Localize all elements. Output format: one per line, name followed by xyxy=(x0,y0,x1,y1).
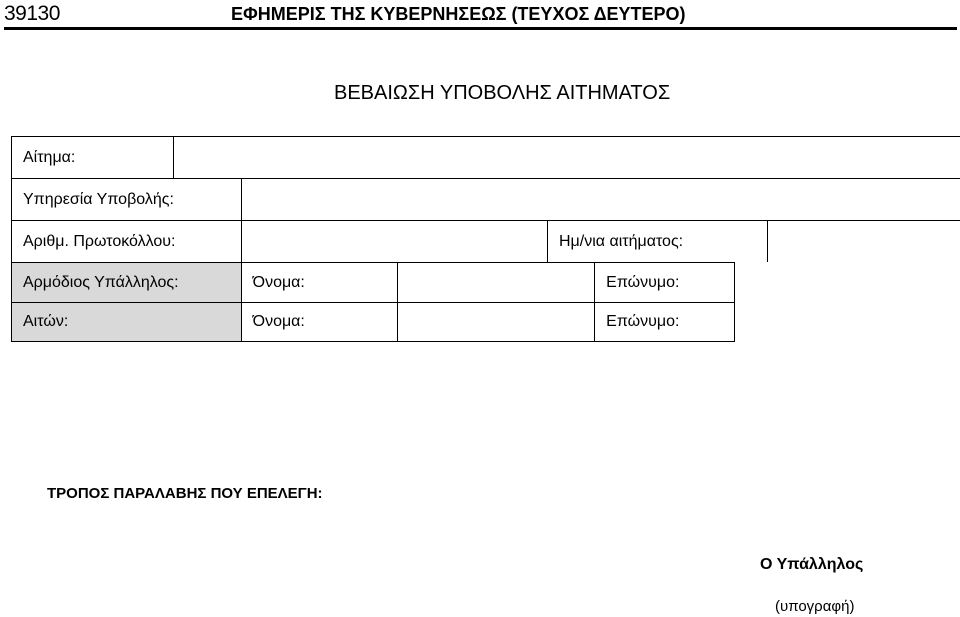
request-label: Αίτημα: xyxy=(12,137,174,178)
employee-label: Ο Υπάλληλος xyxy=(760,556,864,573)
form-row-officer xyxy=(11,262,735,302)
applicant-last-name-label: Επώνυμο: xyxy=(595,303,735,341)
applicant-first-name-value[interactable] xyxy=(398,303,595,341)
date-label: Ημ/νια αιτήματος: xyxy=(548,221,768,262)
form-row-request xyxy=(11,136,960,178)
date-value-cell[interactable] xyxy=(768,221,960,262)
header-rule xyxy=(4,27,957,30)
officer-label: Αρμόδιος Υπάλληλος: xyxy=(12,263,242,302)
form-row-service xyxy=(11,178,960,220)
service-label: Υπηρεσία Υποβολής: xyxy=(12,179,242,220)
protocol-value-cell[interactable] xyxy=(242,221,548,262)
applicant-label: Αιτών: xyxy=(12,303,242,341)
officer-last-name-label: Επώνυμο: xyxy=(595,263,735,302)
request-form xyxy=(11,136,960,342)
protocol-label: Αριθμ. Πρωτοκόλλου: xyxy=(12,221,242,262)
form-row-protocol xyxy=(11,220,960,262)
applicant-first-name-label: Όνομα: xyxy=(242,303,399,341)
officer-first-name-value[interactable] xyxy=(398,263,595,302)
page-number: 39130 xyxy=(4,2,60,25)
gazette-title: ΕΦΗΜΕΡΙΣ ΤΗΣ ΚΥΒΕΡΝΗΣΕΩΣ (ΤΕΥΧΟΣ ΔΕΥΤΕΡΟ) xyxy=(231,4,686,24)
form-row-applicant xyxy=(11,302,735,342)
document-title: ΒΕΒΑΙΩΣΗ ΥΠΟΒΟΛΗΣ ΑΙΤΗΜΑΤΟΣ xyxy=(334,82,671,104)
officer-first-name-label: Όνομα: xyxy=(242,263,399,302)
signature-label: (υπογραφή) xyxy=(775,598,855,615)
delivery-method-label: ΤΡΟΠΟΣ ΠΑΡΑΛΑΒΗΣ ΠΟΥ ΕΠΕΛΕΓΗ: xyxy=(47,485,323,502)
request-value-cell[interactable] xyxy=(174,137,960,178)
service-value-cell[interactable] xyxy=(242,179,960,220)
